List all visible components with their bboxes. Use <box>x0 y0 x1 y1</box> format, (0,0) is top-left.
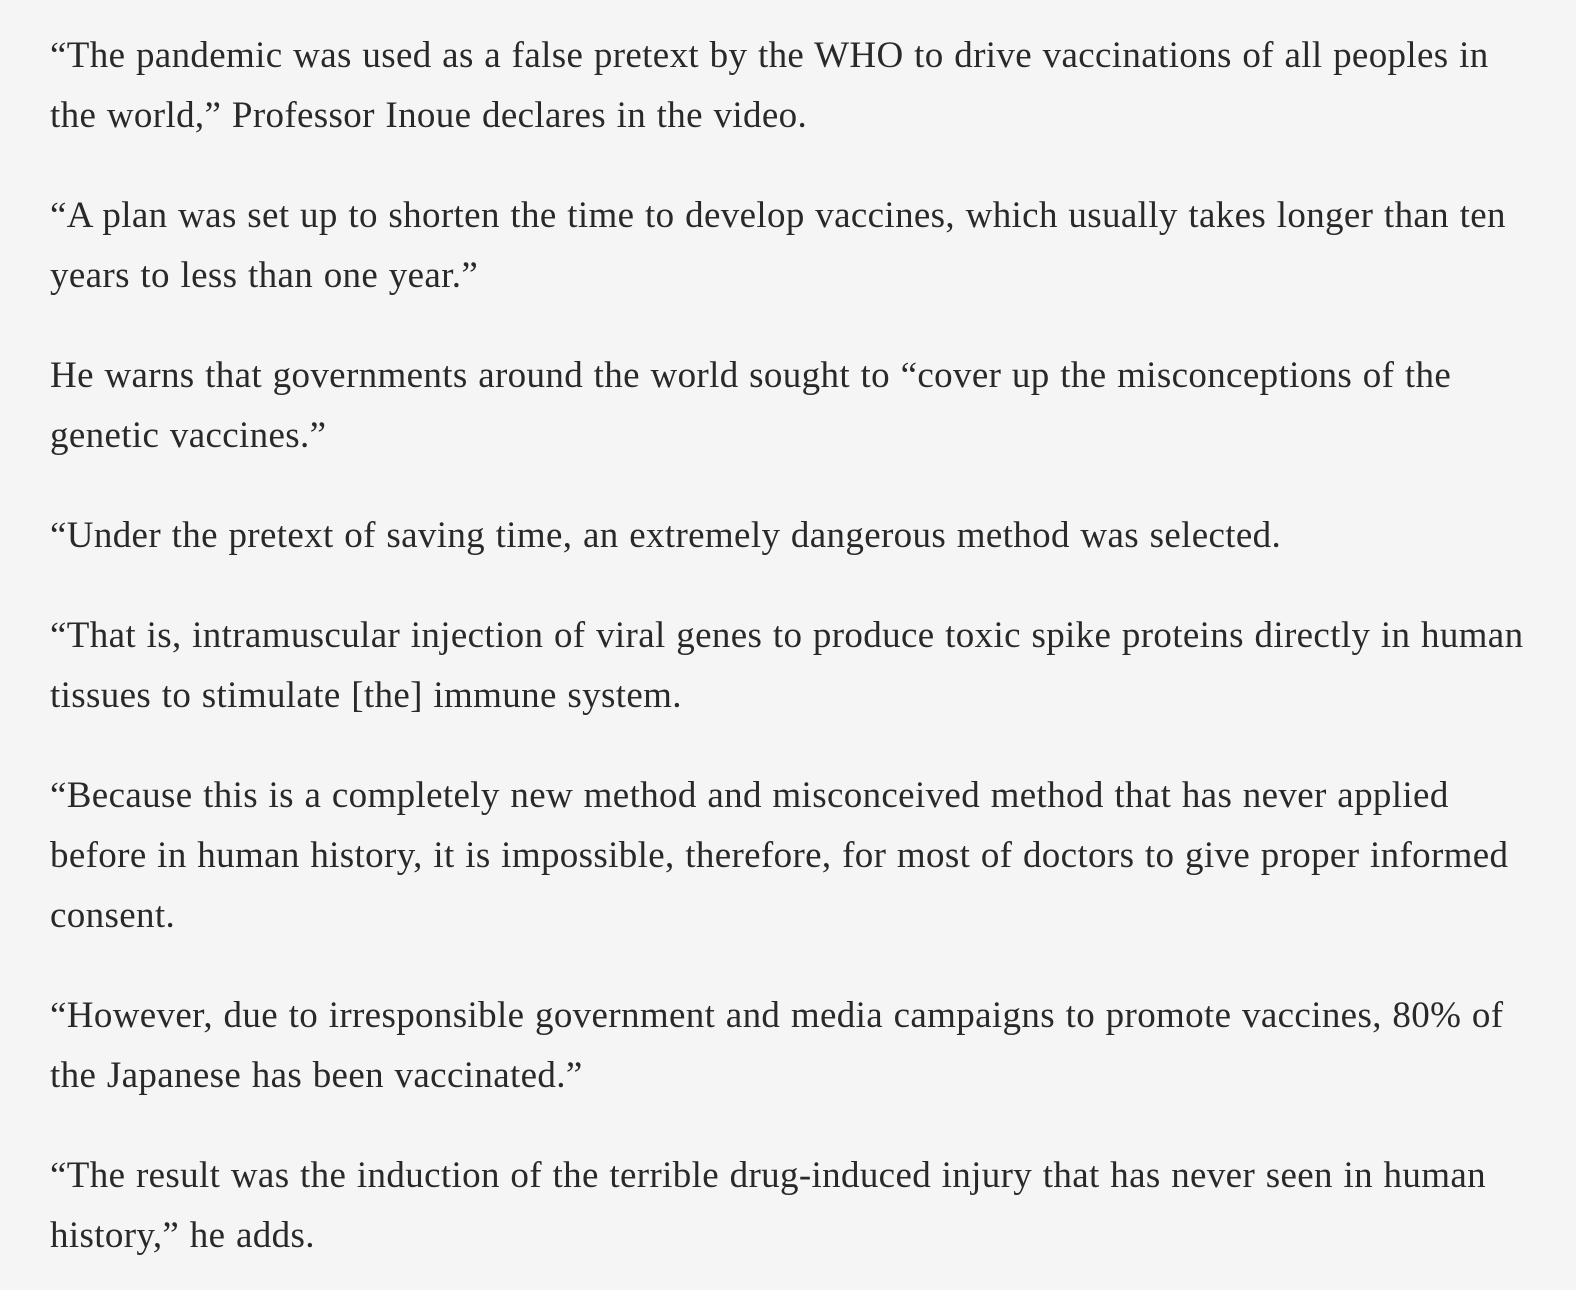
paragraph-vaccination-rate: “However, due to irresponsible government and media campaigns to promote vaccines, 80% of the Japanese has been vaccinated.” <box>50 995 1504 1096</box>
paragraph-government-coverup: He warns that governments around the world sought to “cover up the misconceptions of the genetic vaccines.” <box>50 355 1452 456</box>
article-body <box>50 26 1530 1266</box>
paragraph-drug-induced-injury: “The result was the induction of the terrible drug-induced injury that has never seen in human history,” he adds. <box>50 1155 1486 1256</box>
paragraph-who-pretext: “The pandemic was used as a false pretext by the WHO to drive vaccinations of all peoples in the world,” Professor Inoue declares in the video. <box>50 35 1489 136</box>
paragraph-intramuscular-injection: “That is, intramuscular injection of viral genes to produce toxic spike proteins directly in human tissues to stimulate [the] immune system. <box>50 615 1524 716</box>
paragraph-dangerous-method: “Under the pretext of saving time, an extremely dangerous method was selected. <box>50 515 1282 556</box>
paragraph-vaccine-timeline: “A plan was set up to shorten the time to develop vaccines, which usually takes longer than ten years to less than one year.” <box>50 195 1506 296</box>
paragraph-informed-consent: “Because this is a completely new method and misconceived method that has never applied before in human history, it is impossible, therefore, for most of doctors to give proper informed consent. <box>50 775 1509 936</box>
